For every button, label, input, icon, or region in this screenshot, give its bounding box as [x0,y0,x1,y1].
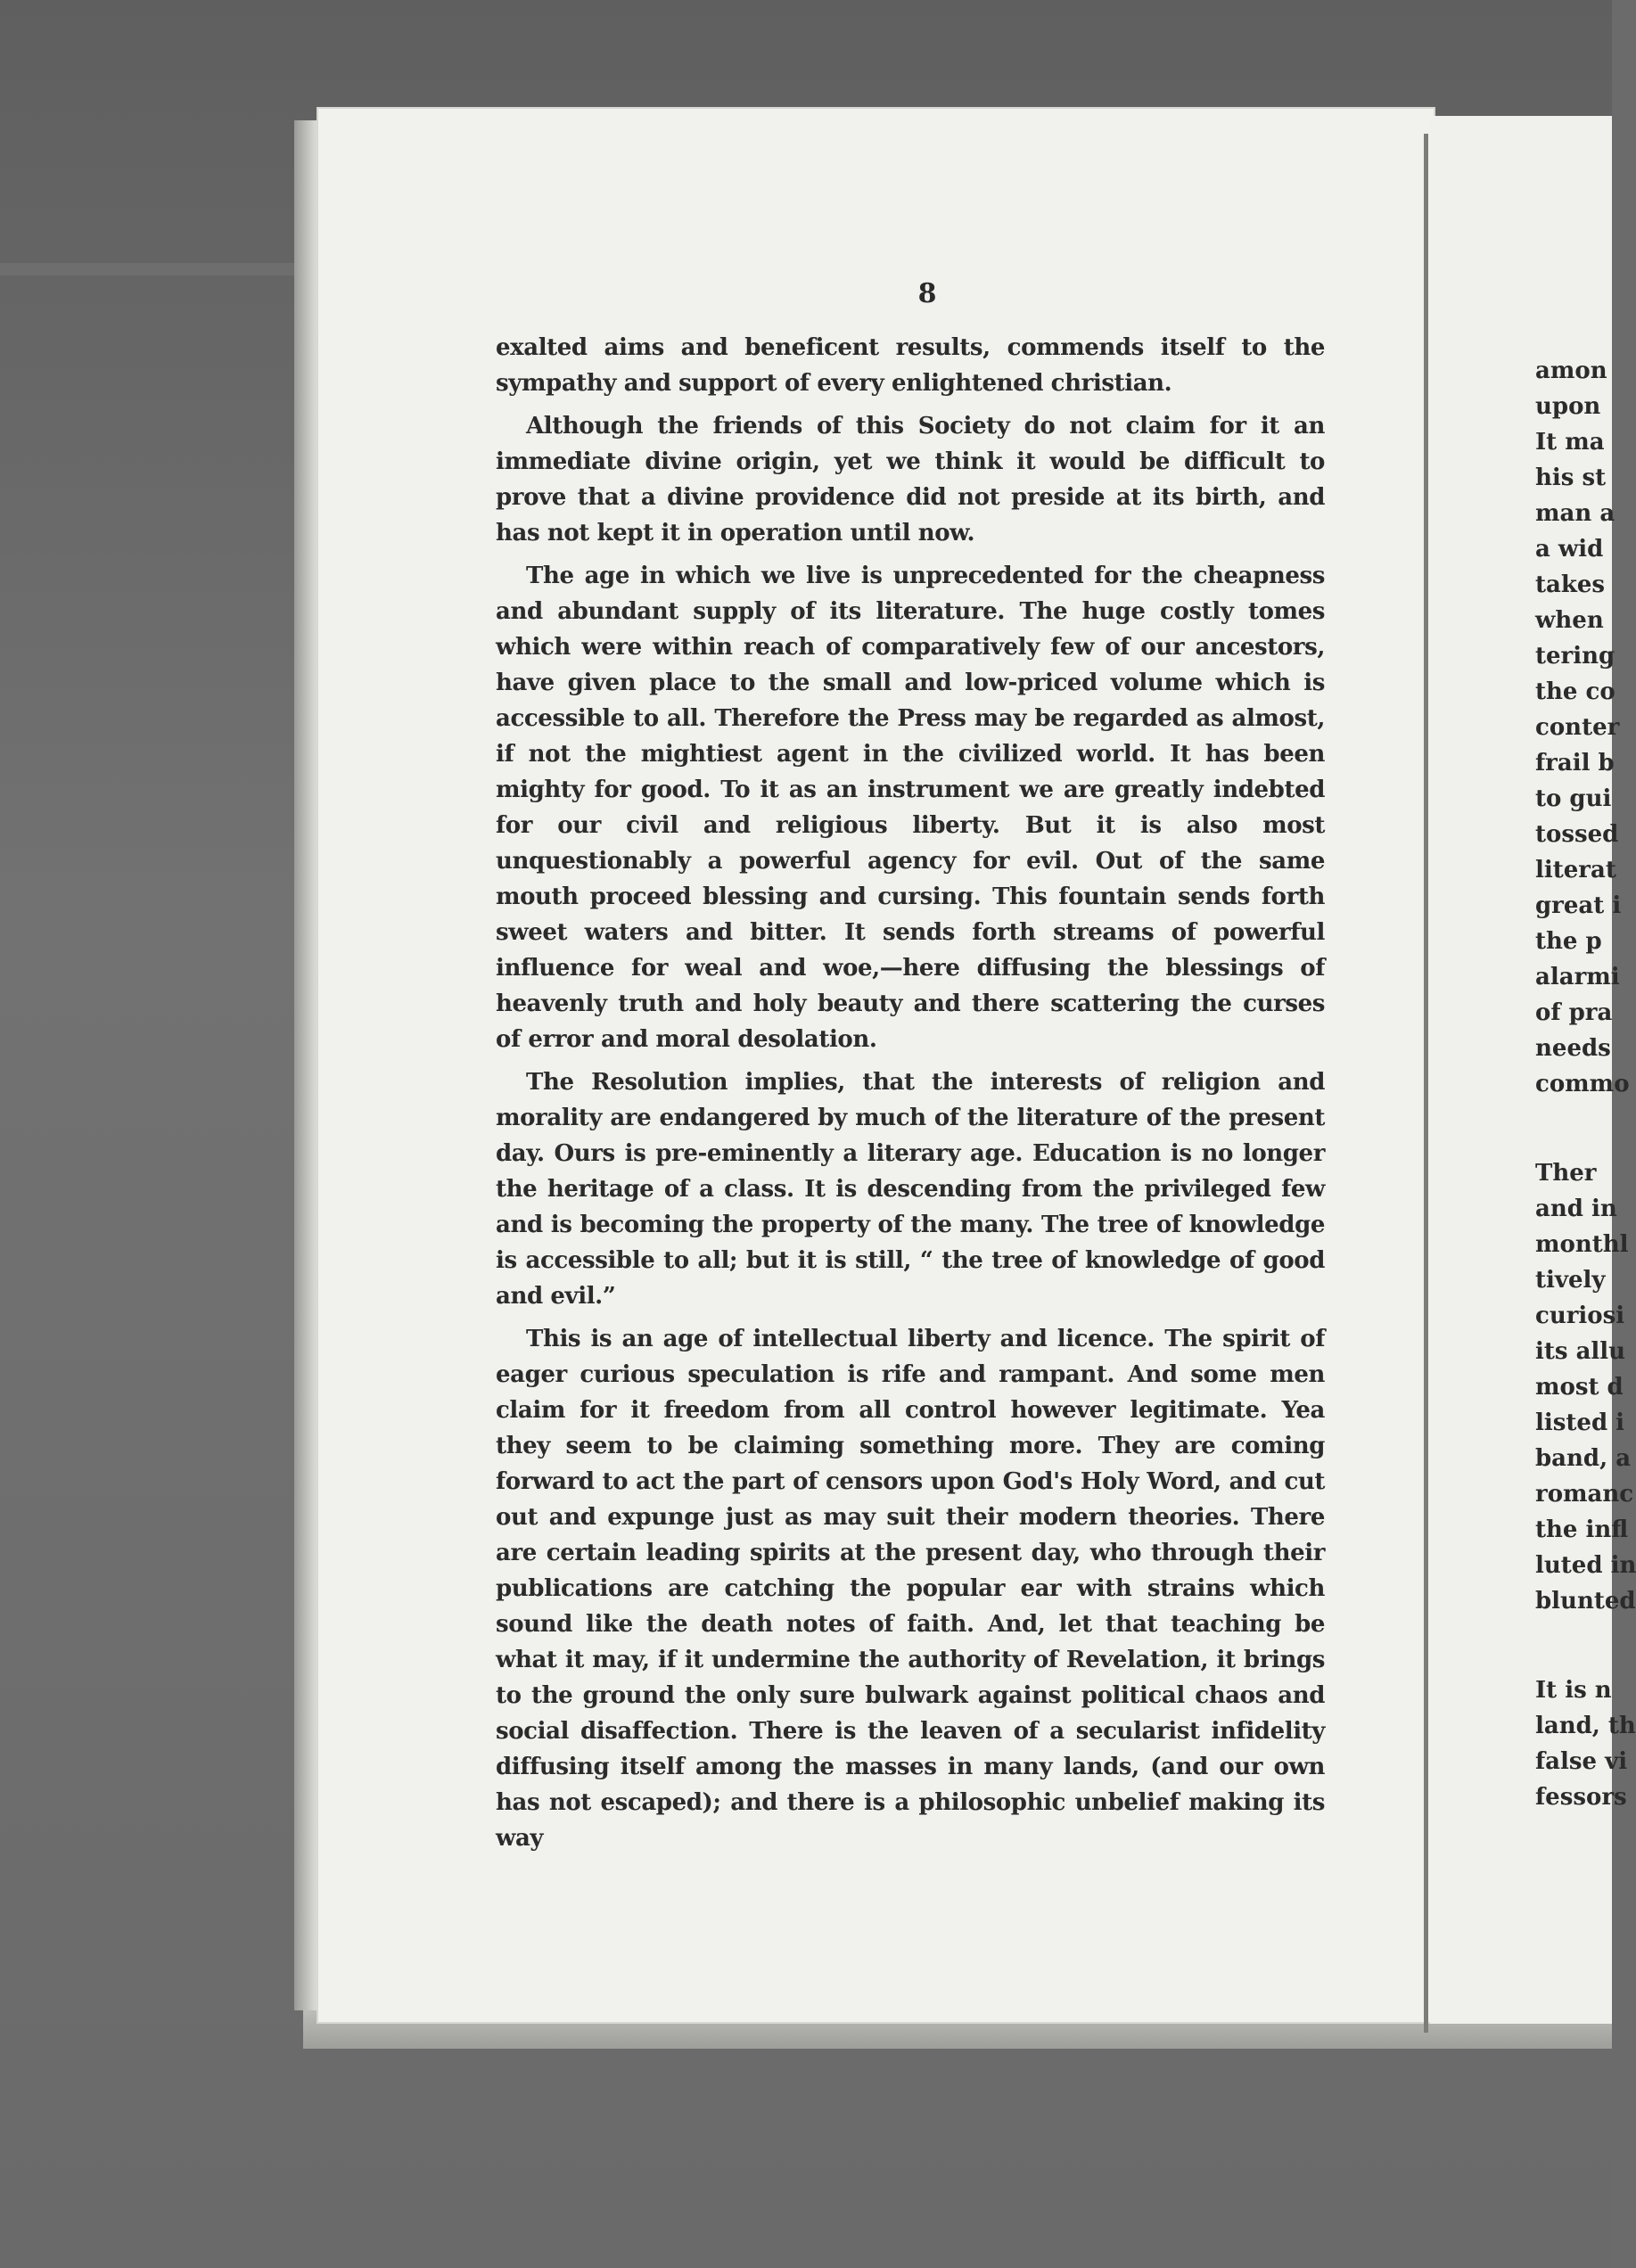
right-page-line: Ther [1535,1160,1597,1187]
right-page-line: fessors [1535,1784,1627,1811]
right-page-text-fragments [1535,353,1636,1815]
right-page-line: listed i [1535,1409,1625,1436]
right-page-line: land, th [1535,1713,1636,1739]
right-page-line: amon [1535,357,1607,384]
right-page-line: needs [1535,1035,1611,1062]
right-page-line: It ma [1535,429,1605,456]
right-page-line: when [1535,607,1604,634]
right-page-line: the co [1535,678,1615,705]
right-page-line: a wid [1535,536,1604,563]
right-page-line: tively [1535,1267,1606,1294]
right-page-line: false vi [1535,1748,1628,1775]
right-page-line: monthl [1535,1231,1629,1258]
right-page-line: and in [1535,1196,1617,1222]
right-page-line: to gui [1535,785,1612,812]
right-page-line: most d [1535,1374,1624,1401]
paragraph-2: Although the friends of this Society do not claim for it an immediate divine origin, yet we think it would be difficult to prove that a divine providence did not preside at its birth, and has not kept it in operation until now. [496,413,1325,546]
page-number: 8 [917,278,937,309]
right-page-line: upon [1535,393,1601,420]
right-page-gap [1535,1619,1612,1672]
paragraph-5: This is an age of intellectual liberty and licence. The spirit of eager curious speculation is rife and rampant. And some men claim for it freedom from all control however legitimate. Yea they seem to be claiming something more. They are coming forward to act the part of censors upon God's Holy Word, and cut out and expunge just as may suit their modern theories. There are certain leading spirits at the present day, who through their publications are catching the popular ear with strains which sound like the death notes of faith. And, let that teaching be what it may, if it undermine the authority of Revelation, it brings to the ground the only sure bulwark against political chaos and social disaffection. There is the leaven of a secularist infidelity diffusing itself among the masses in many lands, (and our own has not escaped); and there is a philosophic unbelief making its way [496,1326,1325,1852]
right-page-line: alarmi [1535,964,1620,990]
page-gutter [1424,134,1428,2033]
right-page-line: curiosi [1535,1302,1625,1329]
right-page-line: takes [1535,571,1606,598]
right-page-line: tossed [1535,821,1619,848]
right-page-line: of pra [1535,999,1613,1026]
right-page-line: frail b [1535,750,1615,777]
right-page-line: conter [1535,714,1620,741]
right-page-line: commo [1535,1071,1630,1097]
page-body-text [496,330,1325,1863]
right-page-line: the infl [1535,1516,1629,1543]
right-page-line: the p [1535,928,1602,955]
right-page-line: man a [1535,500,1615,527]
right-page-line: tering [1535,643,1615,670]
right-page-line: It is n [1535,1677,1612,1704]
right-page-gap [1535,1102,1612,1155]
right-page-line: luted in [1535,1552,1636,1579]
right-page-line: band, a [1535,1445,1632,1472]
paragraph-4: The Resolution implies, that the interests of religion and morality are endangered by much of the literature of the present day. Ours is pre-eminently a literary age. Education is no longer the heritage of a class. It is descending from the privileged few and is becoming the property of the many. The tree of knowledge is accessible to all; but it is still, “ the tree of knowledge of good and evil.” [496,1069,1325,1310]
right-page-line: romanc [1535,1481,1634,1508]
right-page-line: his st [1535,464,1607,491]
right-page-line: blunted [1535,1588,1636,1615]
paragraph-3: The age in which we live is unprecedented for the cheapness and abundant supply of its literature. The huge costly tomes which were within reach of comparatively few of our ancestors, have given place to the small and low-priced volume which is accessible to all. Therefore the Press may be regarded as almost, if not the mightiest agent in the civilized world. It has been mighty for good. To it as an instrument we are greatly indebted for our civil and religious liberty. But it is also most unquestionably a powerful agency for evil. Out of the same mouth proceed blessing and cursing. This fountain sends forth sweet waters and bitter. It sends forth streams of powerful influence for weal and woe,—here diffusing the blessings of heavenly truth and holy beauty and there scattering the curses of error and moral desolation. [496,563,1325,1053]
right-page-line: great i [1535,892,1622,919]
paragraph-1: exalted aims and beneficent results, commends itself to the sympathy and support of every enlightened christian. [496,334,1325,397]
right-page-line: its allu [1535,1338,1626,1365]
right-page-line: literat [1535,857,1616,883]
